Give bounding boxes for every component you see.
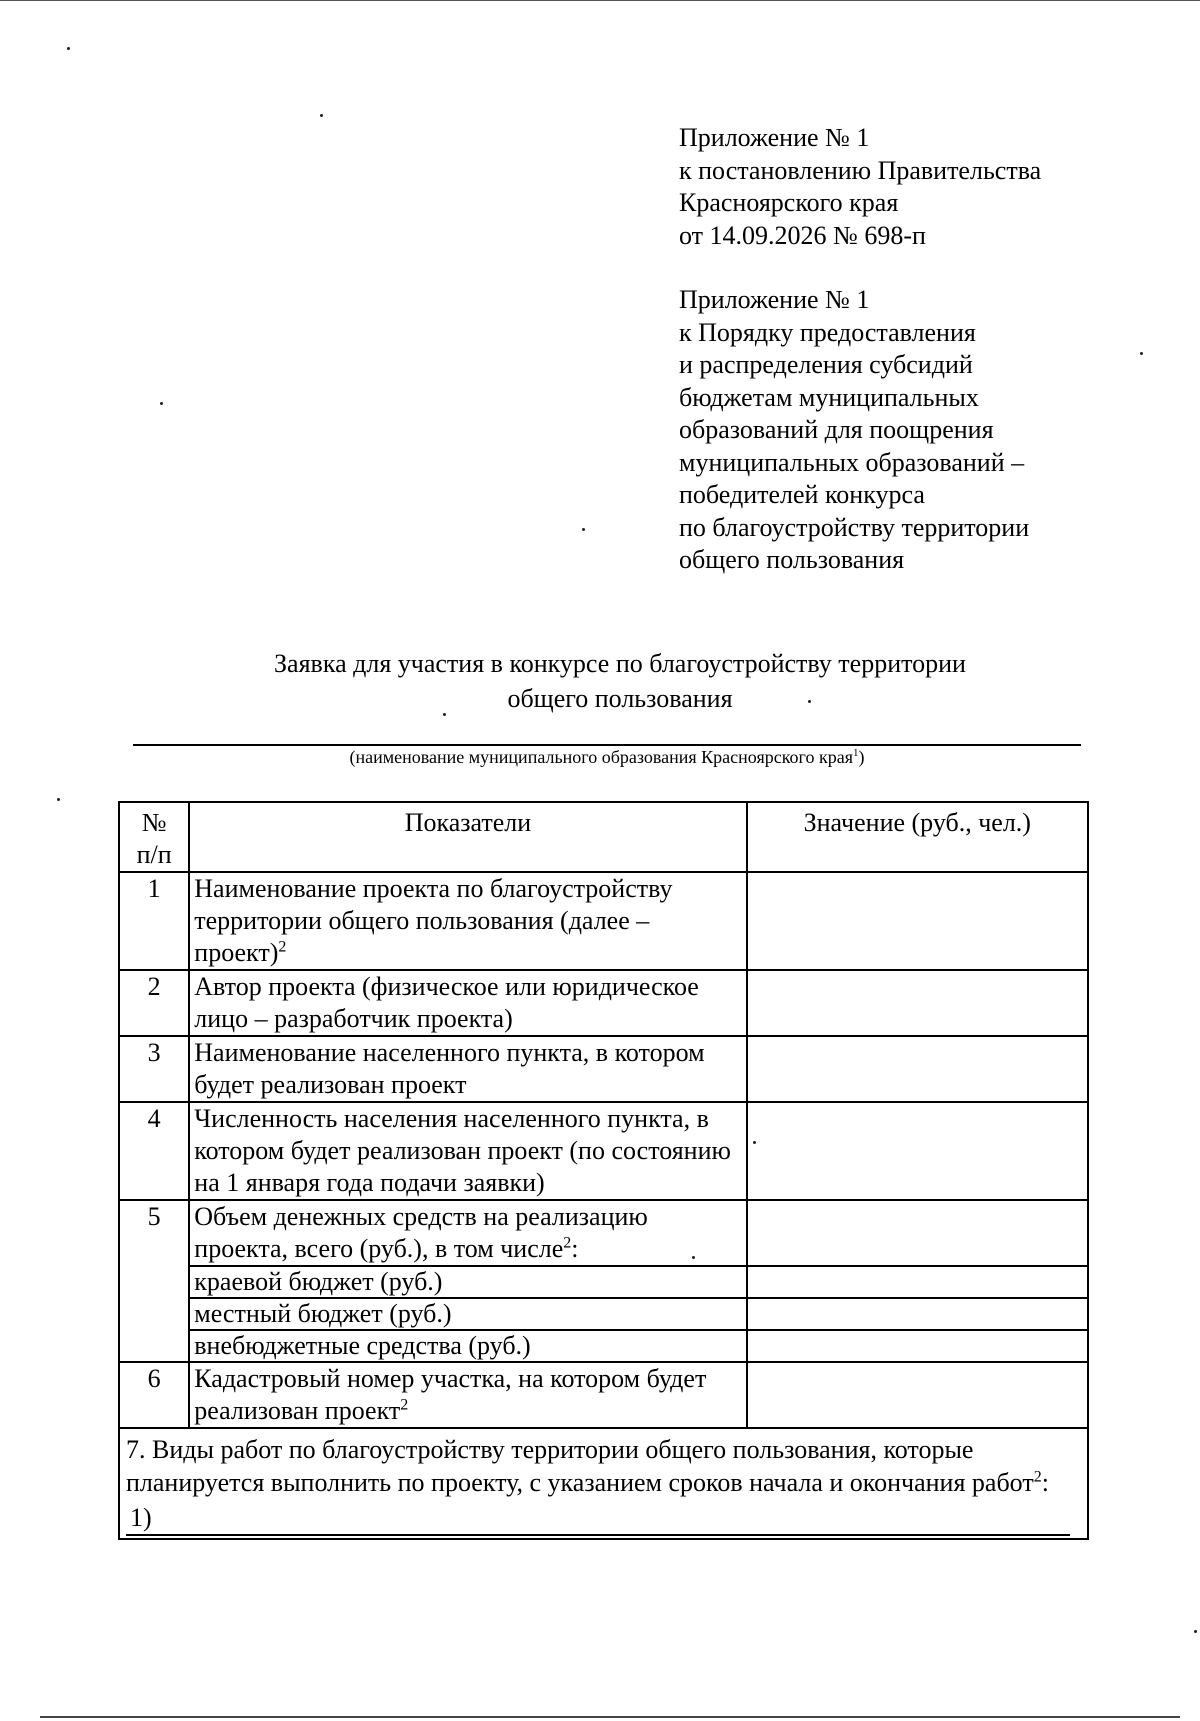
row-value-cell[interactable] [747, 1298, 1088, 1330]
row-value-cell[interactable] [747, 872, 1088, 970]
row-value-cell[interactable] [747, 1362, 1088, 1428]
scan-speck [57, 798, 60, 801]
header-line: образований для поощрения [679, 415, 994, 444]
header-line: Приложение № 1 [679, 123, 870, 152]
title-line: Заявка для участия в конкурсе по благоустройству территории [274, 649, 966, 678]
document-title [120, 646, 1120, 716]
header-line: по благоустройству территории [679, 512, 1030, 542]
row-number: 2 [119, 970, 189, 1036]
row-value-cell[interactable] [747, 970, 1088, 1036]
scan-speck [1194, 1630, 1197, 1633]
indicator-text: Объем денежных средств на реализацию проекта, всего (руб.), в том числе [194, 1202, 648, 1263]
table-subrow [119, 1298, 1088, 1330]
row-value-cell[interactable] [747, 1266, 1088, 1298]
caption-text: (наименование муниципального образования Красноярского края [349, 747, 853, 767]
footnote-mark: 2 [400, 1396, 409, 1414]
row-value-cell[interactable] [747, 1330, 1088, 1362]
footnote-mark: 1 [853, 747, 859, 759]
row-value-cell[interactable] [747, 1200, 1088, 1266]
works-item-line[interactable] [126, 1501, 1070, 1536]
table-row [119, 872, 1088, 970]
row-indicator: местный бюджет (руб.) [189, 1298, 746, 1330]
row-indicator: Наименование населенного пункта, в котором будет реализован проект [189, 1036, 746, 1102]
row-indicator [189, 1362, 746, 1428]
header-line: Приложение № 1 [679, 285, 870, 314]
scan-speck [320, 114, 323, 117]
header-line: победителей конкурса [679, 480, 925, 509]
row-number: 4 [119, 1102, 189, 1200]
table-row [119, 1200, 1088, 1266]
header-line: и распределения субсидий [679, 350, 973, 379]
indicator-text: Наименование проекта по благоустройству территории общего пользования (далее – проект) [194, 874, 673, 967]
table-row [119, 1036, 1088, 1102]
scan-speck [1140, 352, 1143, 355]
indicator-colon: : [571, 1234, 579, 1263]
page-bottom-edge [40, 1716, 1180, 1718]
table-subrow [119, 1266, 1088, 1298]
header-line: бюджетам муниципальных [679, 382, 979, 412]
works-colon: : [1041, 1468, 1049, 1497]
row-number: 1 [119, 872, 189, 970]
header-line: Красноярского края [679, 188, 899, 217]
column-header-number [119, 802, 189, 872]
scan-speck [67, 47, 70, 50]
row-value-cell[interactable] [747, 1036, 1088, 1102]
works-cell [119, 1428, 1088, 1539]
table-row [119, 1362, 1088, 1428]
row-indicator: краевой бюджет (руб.) [189, 1266, 746, 1298]
row-number: 5 [119, 1200, 189, 1362]
table-row-works [119, 1428, 1088, 1539]
scan-speck [582, 528, 585, 531]
row-number: 3 [119, 1036, 189, 1102]
municipality-name-caption [133, 746, 1081, 768]
works-item-number: 1) [130, 1503, 152, 1532]
indicator-text: Кадастровый номер участка, на котором будет реализован проект [194, 1364, 707, 1425]
header-num-symbol: № [141, 808, 167, 837]
row-indicator: Численность населения населенного пункта, в котором будет реализован проект (по состоянию на 1 января года подачи заявки) [189, 1102, 746, 1200]
header-line: к Порядку предоставления [679, 317, 976, 347]
row-indicator: внебюджетные средства (руб.) [189, 1330, 746, 1362]
row-number: 6 [119, 1362, 189, 1428]
header-line: общего пользования [679, 545, 905, 574]
caption-close: ) [858, 747, 865, 767]
row-indicator [189, 1200, 746, 1266]
title-line: общего пользования [507, 684, 733, 713]
table-row [119, 970, 1088, 1036]
appendix-header-resolution [679, 122, 1041, 252]
column-header-value: Значение (руб., чел.) [747, 802, 1088, 872]
header-line: от 14.09.2026 № 698-п [679, 220, 926, 250]
scan-speck [160, 402, 163, 405]
page-top-edge [0, 0, 1200, 1]
header-line: муниципальных образований – [679, 447, 1025, 477]
header-num-abbr: п/п [136, 840, 172, 869]
footnote-mark: 2 [1033, 1468, 1042, 1486]
appendix-header-procedure [679, 284, 1029, 577]
row-indicator [189, 872, 746, 970]
application-table [118, 801, 1089, 1540]
table-header-row [119, 802, 1088, 872]
row-value-cell[interactable] [747, 1102, 1088, 1200]
table-subrow [119, 1330, 1088, 1362]
column-header-indicator: Показатели [189, 802, 746, 872]
works-text: 7. Виды работ по благоустройству территории общего пользования, которые планируется выполнить по проекту, с указанием сроков начала и окончания работ [126, 1435, 1034, 1497]
table-row [119, 1102, 1088, 1200]
row-indicator: Автор проекта (физическое или юридическое лицо – разработчик проекта) [189, 970, 746, 1036]
footnote-mark: 2 [563, 1234, 572, 1252]
footnote-mark: 2 [278, 938, 287, 956]
header-line: к постановлению Правительства [679, 155, 1042, 185]
